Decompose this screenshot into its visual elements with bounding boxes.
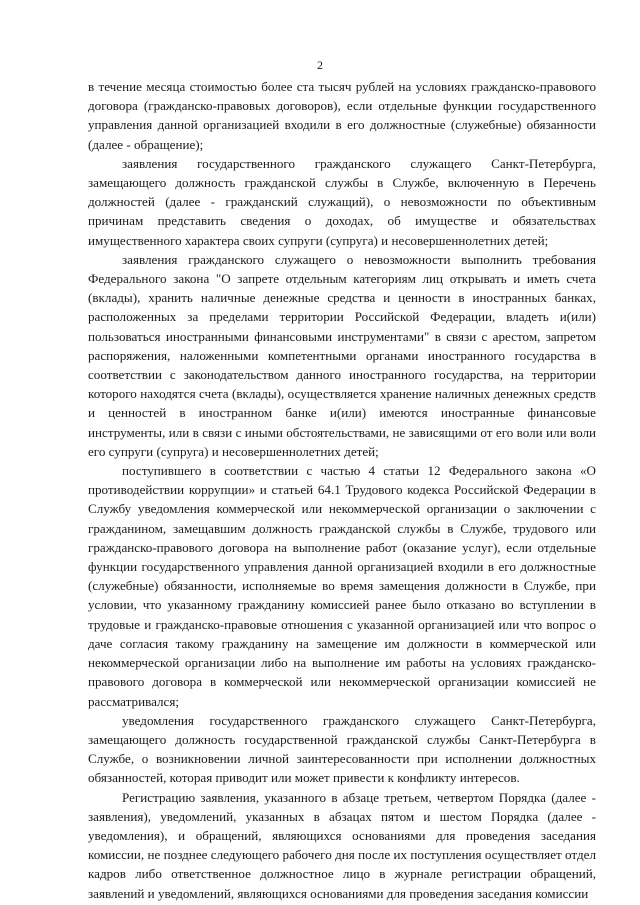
paragraph-appeal-continuation: в течение месяца стоимостью более ста тысяч рублей на условиях гражданско-правового договора (гражданско-правовых договоров), если отдельные функции государственного управления данной организацией входили в его должностные (служебные) обязанности (далее - обращение); [88, 79, 596, 152]
document-body [88, 77, 596, 903]
paragraph-foreign-accounts-application: заявления гражданского служащего о невозможности выполнить требования Федерального закона "О запрете отдельным категориям лиц открывать и иметь счета (вклады), хранить наличные денежные средства и ценности в иностранных банках, расположенных за пределами территории Российской Федерации, владеть и(или) пользоваться иностранными финансовыми инструментами" в связи с арестом, запретом распоряжения, наложенными компетентными органами иностранного государства в соответствии с законодательством данного иностранного государства, на территории которого находятся счета (вклады), осуществляется хранение наличных денежных средств и ценностей в иностранном банке и(или) имеются иностранные финансовые инструменты, или в связи с иными обстоятельствами, не зависящими от его воли или воли его супруги (супруга) и несовершеннолетних детей; [88, 251, 596, 459]
paragraph-employer-notification: поступившего в соответствии с частью 4 статьи 12 Федерального закона «О противодействии коррупции» и статьей 64.1 Трудового кодекса Российской Федерации в Службу уведомления коммерческой или некоммерческой организации о заключении с гражданином, замещавшим должность гражданской службы в Службе, трудового или гражданско-правового договора на выполнение работ (оказание услуг), если отдельные функции государственного управления данной организацией входили в его должностные (служебные) обязанности, исполняемые во время замещения должности в Службе, при условии, что указанному гражданину комиссией ранее было отказано во вступлении в трудовые и гражданско-правовые отношения с указанной организацией или что вопрос о даче согласия такому гражданину на замещение им должности в коммерческой или некоммерческой организации либо на выполнение им работы на условиях гражданско-правового договора в коммерческой или некоммерческой организации комиссией не рассматривался; [88, 463, 596, 709]
paragraph-conflict-of-interest-notification: уведомления государственного гражданского служащего Санкт-Петербурга, замещающего должность государственной гражданской службы Санкт-Петербурга в Службе, о возникновении личной заинтересованности при исполнении должностных обязанностей, которая приводит или может привести к конфликту интересов. [88, 712, 596, 786]
paragraph-registration-procedure: Регистрацию заявления, указанного в абзаце третьем, четвертом Порядка (далее - заявления), уведомлений, указанных в абзацах пятом и шестом Порядка (далее - уведомления), и обращений, являющихся основаниями для проведения заседания комиссии, не позднее следующего рабочего дня после их поступления осуществляет отдел кадров либо ответственное должностное лицо в журнале регистрации обращений, заявлений и уведомлений, являющихся основаниями для проведения заседания комиссии [88, 789, 596, 901]
paragraph-income-statement-application: заявления государственного гражданского служащего Санкт-Петербурга, замещающего должность гражданской службы в Службе, включенную в Перечень должностей (далее - гражданский служащий), о невозможности по объективным причинам представить сведения о доходах, об имуществе и обязательствах имущественного характера своих супруги (супруга) и несовершеннолетних детей; [88, 155, 596, 248]
page-number: 2 [317, 58, 323, 72]
